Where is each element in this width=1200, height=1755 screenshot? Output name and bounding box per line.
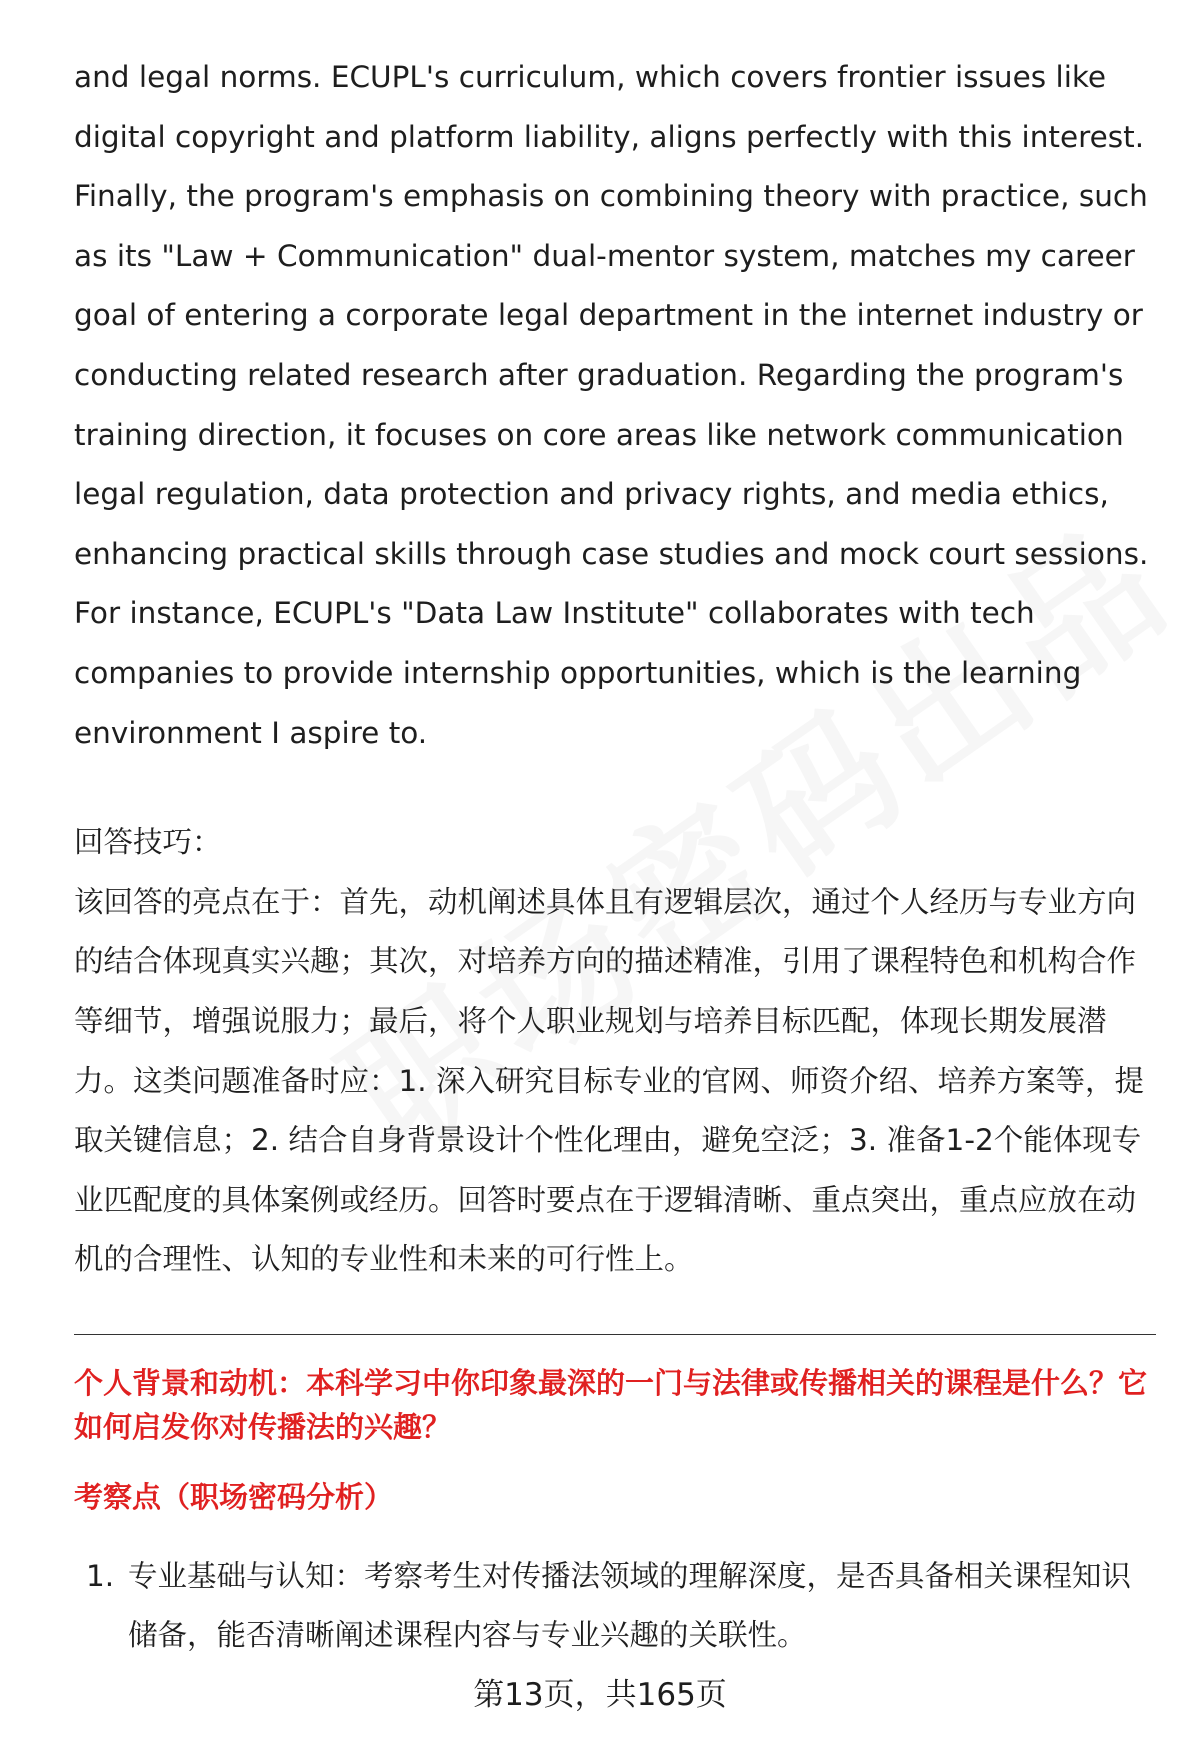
list-item [74, 1547, 1156, 1666]
assessment-label: 考察点（职场密码分析） [74, 1479, 394, 1514]
question-heading: 个人背景和动机：本科学习中你印象最深的一门与法律或传播相关的课程是什么？它如何启发你对传播法的兴趣？ [74, 1365, 1148, 1444]
tips-heading: 回答技巧： [74, 825, 222, 860]
answer-paragraph: and legal norms. ECUPL's curriculum, which covers frontier issues like digital copyright and platform liability, aligns perfectly with this interest. Finally, the program's emphasis on combining theory with practice, such as its "Law + Communication" dual-mentor system, matches my career goal of entering a corporate legal department in the internet industry or conducting related research after graduation. Regarding the program's training direction, it focuses on core areas like network communication legal regulation, data protection and privacy rights, and media ethics, enhancing practical skills through case studies and mock court sessions. For instance, ECUPL's "Data Law Institute" collaborates with tech companies to provide internship opportunities, which is the learning environment I aspire to. [74, 60, 1149, 750]
page-content [74, 48, 1156, 1666]
page-number-footer: 第13页，共165页 [473, 1677, 727, 1713]
list-item-number: 1. [86, 1558, 115, 1593]
assessment-point-list [74, 1547, 1156, 1666]
section-divider [74, 1334, 1156, 1335]
tips-body: 该回答的亮点在于：首先，动机阐述具体且有逻辑层次，通过个人经历与专业方向的结合体现真实兴趣；其次，对培养方向的描述精准，引用了课程特色和机构合作等细节，增强说服力；最后，将个人职业规划与培养目标匹配，体现长期发展潜力。这类问题准备时应：1. 深入研究目标专业的官网、师资介绍、培养方案等，提取关键信息；2. 结合自身背景设计个性化理由，避免空泛；3. 准备1-2个能体现专业匹配度的具体案例或经历。回答时要点在于逻辑清晰、重点突出，重点应放在动机的合理性、认知的专业性和未来的可行性上。 [74, 884, 1145, 1277]
list-item-text: 专业基础与认知：考察考生对传播法领域的理解深度，是否具备相关课程知识储备，能否清晰阐述课程内容与专业兴趣的关联性。 [128, 1558, 1132, 1653]
